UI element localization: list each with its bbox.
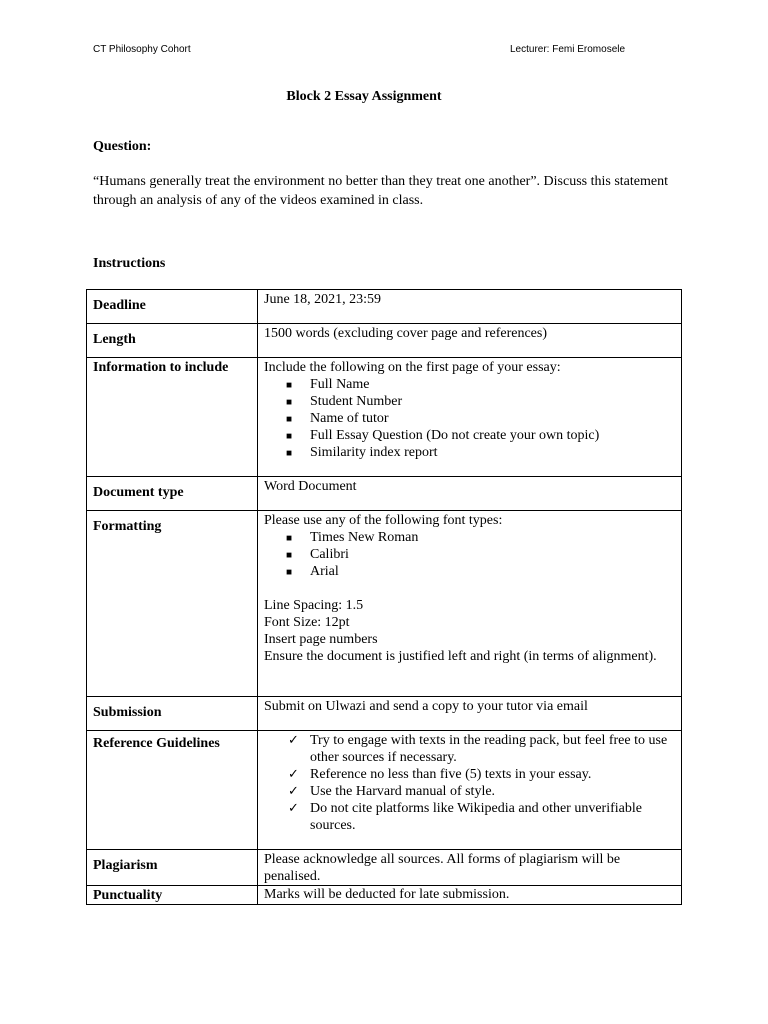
list-item: ✓ Reference no less than five (5) texts in your essay. (288, 767, 592, 782)
punctuality-value: Marks will be deducted for late submission. (258, 886, 682, 905)
list-item: ■ Name of tutor (286, 411, 389, 426)
font-size: Font Size: 12pt (264, 615, 350, 630)
list-item: ✓ Use the Harvard manual of style. (288, 784, 496, 799)
question-text: “Humans generally treat the environment no better than they treat one another”. Discuss this statement through an analysis of any of the videos examined in class. (93, 174, 668, 208)
list-item: ■ Calibri (286, 547, 349, 562)
justify-note: Ensure the document is justified left and right (in terms of alignment). (264, 649, 657, 664)
square-bullet-icon: ■ (286, 567, 293, 578)
punctuality-label: Punctuality (87, 886, 258, 905)
question-label: Question: (93, 139, 152, 154)
formatting-label: Formatting (87, 511, 258, 697)
table-row-doctype (87, 477, 682, 511)
square-bullet-icon: ■ (286, 533, 293, 544)
header-cohort: CT Philosophy Cohort (93, 44, 191, 55)
info-label: Information to include (87, 358, 258, 477)
square-bullet-icon: ■ (286, 380, 293, 391)
formatting-cell (258, 511, 682, 697)
square-bullet-icon: ■ (286, 414, 293, 425)
length-label: Length (87, 324, 258, 358)
table-row-reference (87, 731, 682, 850)
checkmark-icon: ✓ (288, 767, 299, 782)
formatting-intro: Please use any of the following font types: (264, 513, 503, 528)
list-item: ✓ Do not cite platforms like Wikipedia and other unverifiable sources. (288, 801, 642, 833)
doctype-label: Document type (87, 477, 258, 511)
info-cell (258, 358, 682, 477)
reference-cell (258, 731, 682, 850)
list-item: ■ Times New Roman (286, 530, 419, 545)
instructions-table (86, 289, 682, 905)
reference-label: Reference Guidelines (87, 731, 258, 850)
deadline-value: June 18, 2021, 23:59 (258, 290, 682, 324)
checkmark-icon: ✓ (288, 733, 299, 748)
table-row-info (87, 358, 682, 477)
plagiarism-label: Plagiarism (87, 850, 258, 886)
list-item: ✓ Try to engage with texts in the reading pack, but feel free to use other sources if necessary. (288, 733, 668, 765)
table-row-punctuality (87, 886, 682, 905)
table-row-submission (87, 697, 682, 731)
checkmark-icon: ✓ (288, 801, 299, 816)
checkmark-icon: ✓ (288, 784, 299, 799)
submission-value: Submit on Ulwazi and send a copy to your tutor via email (258, 697, 682, 731)
header-lecturer: Lecturer: Femi Eromosele (510, 44, 626, 55)
page-numbers: Insert page numbers (264, 632, 378, 647)
square-bullet-icon: ■ (286, 397, 293, 408)
square-bullet-icon: ■ (286, 448, 293, 459)
reference-list (264, 732, 675, 834)
line-spacing: Line Spacing: 1.5 (264, 598, 364, 613)
table-row-formatting (87, 511, 682, 697)
table-row-plagiarism (87, 850, 682, 886)
length-value: 1500 words (excluding cover page and references) (258, 324, 682, 358)
document-title: Block 2 Essay Assignment (286, 89, 442, 104)
font-list (264, 529, 675, 580)
deadline-label: Deadline (87, 290, 258, 324)
square-bullet-icon: ■ (286, 431, 293, 442)
doctype-value: Word Document (258, 477, 682, 511)
instructions-heading: Instructions (93, 256, 166, 271)
table-row-deadline (87, 290, 682, 324)
list-item: ■ Student Number (286, 394, 403, 409)
list-item: ■ Full Essay Question (Do not create your own topic) (286, 428, 600, 443)
list-item: ■ Full Name (286, 377, 370, 392)
submission-label: Submission (87, 697, 258, 731)
square-bullet-icon: ■ (286, 550, 293, 561)
list-item: ■ Arial (286, 564, 339, 579)
info-list (264, 376, 675, 461)
plagiarism-value: Please acknowledge all sources. All forms of plagiarism will be penalised. (258, 850, 682, 886)
info-intro: Include the following on the first page of your essay: (264, 360, 561, 375)
list-item: ■ Similarity index report (286, 445, 438, 460)
table-row-length (87, 324, 682, 358)
